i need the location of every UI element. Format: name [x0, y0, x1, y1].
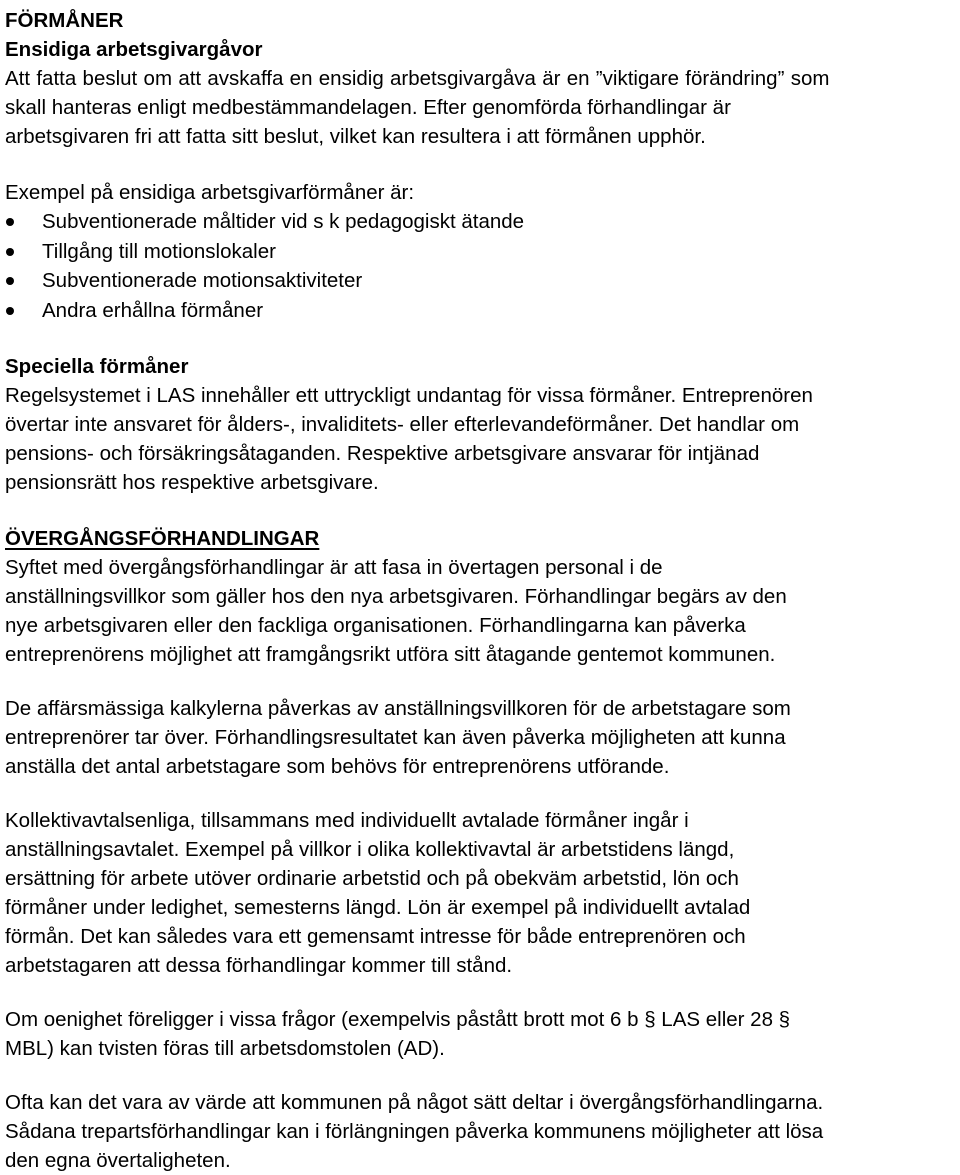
bullet-icon	[6, 218, 14, 226]
list-item-text: Subventionerade motionsaktiviteter	[42, 269, 363, 292]
list-item	[5, 207, 960, 237]
text-line: Regelsystemet i LAS innehåller ett uttryckligt undantag för vissa förmåner. Entreprenören	[5, 384, 813, 407]
list-item-text: Subventionerade måltider vid s k pedagogiskt ätande	[42, 210, 525, 233]
text-line: Kollektivavtalsenliga, tillsammans med individuellt avtalade förmåner ingår i	[5, 809, 689, 832]
paragraph-disputes	[5, 1005, 960, 1063]
text-line: pensions- och försäkringsåtaganden. Respektive arbetsgivare ansvarar för intjänad	[5, 442, 760, 465]
text-line: övertar inte ansvaret för ålders-, invaliditets- eller efterlevandeförmåner. Det handlar om	[5, 413, 800, 436]
list-item	[5, 296, 960, 326]
section-heading-transition: ÖVERGÅNGSFÖRHANDLINGAR	[5, 527, 320, 550]
list-item-text: Andra erhållna förmåner	[42, 298, 264, 322]
paragraph-collective-agreements	[5, 806, 960, 980]
bullet-icon	[6, 307, 14, 315]
list-item-text: Tillgång till motionslokaler	[42, 239, 276, 263]
text-line: arbetstagaren att dessa förhandlingar kommer till stånd.	[5, 954, 513, 977]
text-line: pensionsrätt hos respektive arbetsgivare.	[5, 471, 379, 494]
bullet-icon	[6, 277, 14, 285]
paragraph-municipality-participation	[5, 1088, 960, 1175]
examples-list	[5, 207, 960, 325]
text-line: Syftet med övergångsförhandlingar är att fasa in övertagen personal i de	[5, 556, 663, 579]
section-heading-benefits: FÖRMÅNER	[5, 9, 124, 32]
bullet-icon	[6, 248, 14, 256]
text-line: Ofta kan det vara av värde att kommunen på något sätt deltar i övergångsförhandlingarna.	[5, 1091, 824, 1114]
list-item	[5, 266, 960, 296]
text-line: förmåner under ledighet, semesterns längd. Lön är exempel på individuellt avtalad	[5, 896, 751, 919]
subheading-special-benefits: Speciella förmåner	[5, 355, 189, 378]
text-line: nye arbetsgivaren eller den fackliga organisationen. Förhandlingarna kan påverka	[5, 614, 746, 637]
text-line: arbetsgivaren fri att fatta sitt beslut, vilket kan resultera i att förmånen upphör.	[5, 125, 706, 148]
text-line: Om oenighet föreligger i vissa frågor (exempelvis påstått brott mot 6 b § LAS eller 28 §	[5, 1008, 791, 1031]
text-line: anställningsavtalet. Exempel på villkor i olika kollektivavtal är arbetstidens längd,	[5, 838, 735, 861]
examples-intro: Exempel på ensidiga arbetsgivarförmåner är:	[5, 181, 415, 204]
paragraph-unilateral-gifts	[5, 64, 960, 151]
paragraph-business-calculations	[5, 694, 960, 781]
text-line: anställningsvillkor som gäller hos den nya arbetsgivaren. Förhandlingar begärs av den	[5, 585, 787, 608]
text-line: ersättning för arbete utöver ordinarie arbetstid och på obekväm arbetstid, lön och	[5, 867, 739, 890]
text-line: skall hanteras enligt medbestämmandelagen. Efter genomförda förhandlingar är	[5, 96, 731, 119]
subheading-unilateral-gifts: Ensidiga arbetsgivargåvor	[5, 38, 263, 61]
text-line: anställa det antal arbetstagare som behövs för entreprenörens utförande.	[5, 755, 670, 778]
text-line: Sådana trepartsförhandlingar kan i förlängningen påverka kommunens möjligheter att lösa	[5, 1120, 824, 1143]
paragraph-special-benefits	[5, 381, 960, 497]
list-item	[5, 237, 960, 267]
text-line: MBL) kan tvisten föras till arbetsdomstolen (AD).	[5, 1037, 445, 1060]
text-line: Att fatta beslut om att avskaffa en ensidig arbetsgivargåva är en ”viktigare förändring” som	[5, 67, 830, 90]
text-line: entreprenörens möjlighet att framgångsrikt utföra sitt åtagande gentemot kommunen.	[5, 643, 776, 666]
text-line: De affärsmässiga kalkylerna påverkas av anställningsvillkoren för de arbetstagare som	[5, 697, 791, 720]
text-line: entreprenörer tar över. Förhandlingsresultatet kan även påverka möjligheten att kunna	[5, 726, 786, 749]
text-line: förmån. Det kan således vara ett gemensamt intresse för både entreprenören och	[5, 925, 746, 948]
text-line: den egna övertaligheten.	[5, 1149, 231, 1172]
paragraph-transition-purpose	[5, 553, 960, 669]
